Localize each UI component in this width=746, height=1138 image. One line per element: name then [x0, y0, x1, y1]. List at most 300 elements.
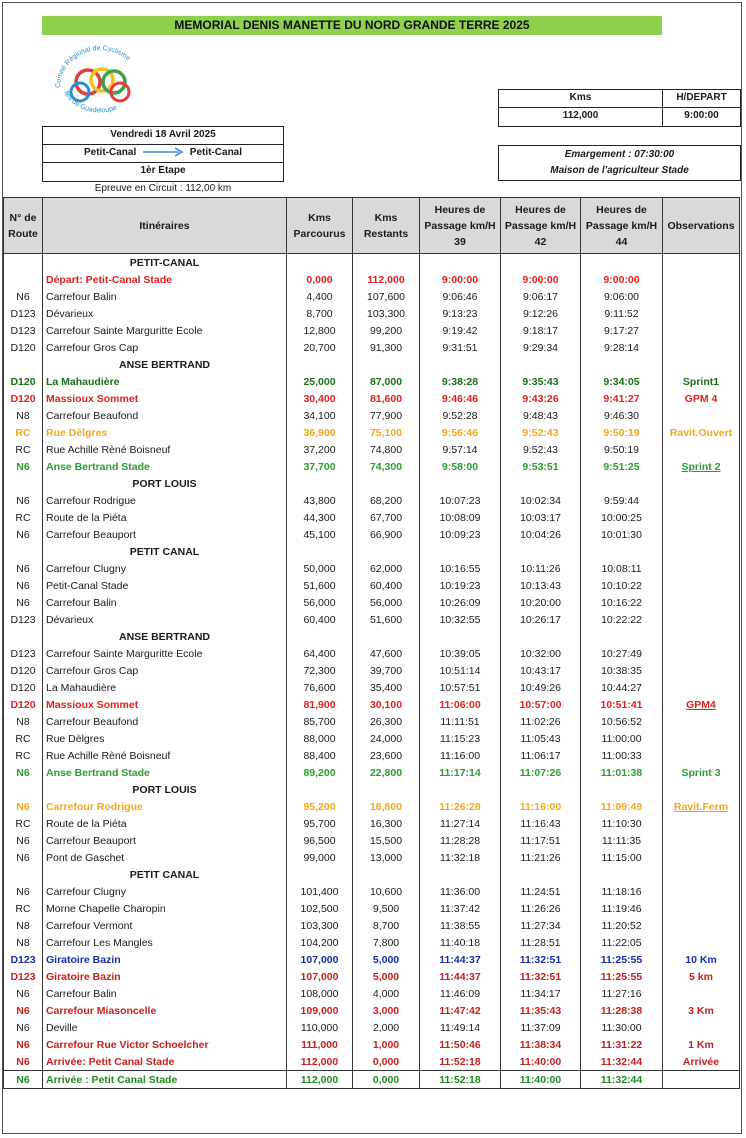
- itinerary-name: Carrefour Balin: [43, 594, 287, 611]
- kms-parcourus: 45,100: [287, 526, 353, 543]
- observation: Sprint 3: [663, 764, 740, 781]
- itinerary-name: La Mahaudière: [43, 373, 287, 390]
- time-44kmh: 10:56:52: [581, 713, 663, 730]
- time-44kmh: 9:50:19: [581, 441, 663, 458]
- kms-restants: 16,300: [353, 815, 420, 832]
- time-42kmh: 11:16:00: [501, 798, 581, 815]
- time-39kmh: 9:52:28: [420, 407, 501, 424]
- time-42kmh: 11:34:17: [501, 985, 581, 1002]
- time-42kmh: 11:24:51: [501, 883, 581, 900]
- time-42kmh: 11:32:51: [501, 968, 581, 985]
- empty-cell: [581, 866, 663, 883]
- table-row: [4, 645, 740, 662]
- empty-cell: [4, 628, 43, 645]
- time-44kmh: 11:25:55: [581, 951, 663, 968]
- itinerary-name: Morne Chapelle Charopin: [43, 900, 287, 917]
- time-42kmh: 10:04:26: [501, 526, 581, 543]
- kms-restants: 51,600: [353, 611, 420, 628]
- observation: [663, 747, 740, 764]
- time-39kmh: 9:58:00: [420, 458, 501, 475]
- empty-cell: [287, 475, 353, 492]
- observation-label: GPM4: [686, 698, 716, 711]
- route-code: RC: [4, 424, 43, 441]
- kms-parcourus: 51,600: [287, 577, 353, 594]
- time-44kmh: 9:00:00: [581, 271, 663, 288]
- time-39kmh: 11:36:00: [420, 883, 501, 900]
- kms-restants: 77,900: [353, 407, 420, 424]
- table-row: [4, 985, 740, 1002]
- empty-cell: [501, 254, 581, 272]
- observation: [663, 696, 740, 713]
- time-44kmh: 10:01:30: [581, 526, 663, 543]
- time-44kmh: 9:41:27: [581, 390, 663, 407]
- kms-parcourus: 44,300: [287, 509, 353, 526]
- table-row: [4, 730, 740, 747]
- kms-restants: 112,000: [353, 271, 420, 288]
- empty-cell: [4, 866, 43, 883]
- time-39kmh: 10:08:09: [420, 509, 501, 526]
- time-39kmh: 11:15:23: [420, 730, 501, 747]
- table-row: [4, 934, 740, 951]
- kms-parcourus: 0,000: [287, 271, 353, 288]
- empty-cell: [4, 254, 43, 272]
- section-row: [4, 356, 740, 373]
- table-row: [4, 611, 740, 628]
- route-to: Petit-Canal: [189, 147, 243, 158]
- observation: [663, 713, 740, 730]
- time-39kmh: 9:13:23: [420, 305, 501, 322]
- route-code: N6: [4, 288, 43, 305]
- table-row: [4, 798, 740, 815]
- time-39kmh: 10:57:51: [420, 679, 501, 696]
- time-39kmh: 9:31:51: [420, 339, 501, 356]
- route-code: D120: [4, 373, 43, 390]
- itinerary-name: Massioux Sommet: [43, 696, 287, 713]
- kms-parcourus: 37,700: [287, 458, 353, 475]
- col-heure-39: Heures de Passage km/H 39: [420, 198, 501, 254]
- kms-restants: 81,600: [353, 390, 420, 407]
- observation: [663, 849, 740, 866]
- kms-parcourus: 112,000: [287, 1053, 353, 1071]
- observation: GPM 4: [663, 390, 740, 407]
- kms-parcourus: 95,700: [287, 815, 353, 832]
- table-row: [4, 883, 740, 900]
- kms-parcourus: 37,200: [287, 441, 353, 458]
- route-code: N6: [4, 764, 43, 781]
- time-39kmh: 9:57:14: [420, 441, 501, 458]
- time-44kmh: 9:28:14: [581, 339, 663, 356]
- observation-label: Sprint 2: [681, 460, 721, 473]
- route-code: N6: [4, 832, 43, 849]
- observation: [663, 815, 740, 832]
- table-row: [4, 917, 740, 934]
- col-kms-restants: Kms Restants: [353, 198, 420, 254]
- kms-parcourus: 56,000: [287, 594, 353, 611]
- kms-parcourus: 102,500: [287, 900, 353, 917]
- route-code: RC: [4, 900, 43, 917]
- table-row: [4, 441, 740, 458]
- time-42kmh: 9:52:43: [501, 424, 581, 441]
- kms-parcourus: 64,400: [287, 645, 353, 662]
- time-42kmh: 11:32:51: [501, 951, 581, 968]
- empty-cell: [287, 781, 353, 798]
- time-39kmh: 11:44:37: [420, 968, 501, 985]
- route-code: N6: [4, 492, 43, 509]
- kms-parcourus: 30,400: [287, 390, 353, 407]
- observation: Ravit.Ouvert: [663, 424, 740, 441]
- itinerary-name: La Mahaudière: [43, 679, 287, 696]
- itinerary-name: Carrefour Rodrigue: [43, 492, 287, 509]
- route-code: N6: [4, 560, 43, 577]
- route-code: [4, 271, 43, 288]
- table-row: [4, 900, 740, 917]
- table-row: [4, 849, 740, 866]
- route-code: D120: [4, 339, 43, 356]
- emargement-place: Maison de l'agriculteur Stade: [550, 165, 689, 176]
- itinerary-name: Carrefour Rue Victor Schoelcher: [43, 1036, 287, 1053]
- route-code: N6: [4, 798, 43, 815]
- time-44kmh: 11:11:35: [581, 832, 663, 849]
- time-42kmh: 10:03:17: [501, 509, 581, 526]
- itinerary-name: Carrefour Beauport: [43, 832, 287, 849]
- itinerary-name: Rue Achille Rèné Boisneuf: [43, 441, 287, 458]
- stage-info-box: [42, 126, 284, 182]
- kms-parcourus: 72,300: [287, 662, 353, 679]
- observation: 3 Km: [663, 1002, 740, 1019]
- observation: [663, 560, 740, 577]
- empty-cell: [663, 781, 740, 798]
- empty-cell: [581, 356, 663, 373]
- empty-cell: [4, 475, 43, 492]
- observation: [663, 322, 740, 339]
- observation: [663, 1071, 740, 1089]
- time-44kmh: 9:11:52: [581, 305, 663, 322]
- kms-restants: 39,700: [353, 662, 420, 679]
- kms-restants: 5,000: [353, 968, 420, 985]
- kms-restants: 5,000: [353, 951, 420, 968]
- kms-restants: 87,000: [353, 373, 420, 390]
- time-44kmh: 11:18:16: [581, 883, 663, 900]
- col-heure-44: Heures de Passage km/H 44: [581, 198, 663, 254]
- time-44kmh: 10:08:11: [581, 560, 663, 577]
- time-39kmh: 10:39:05: [420, 645, 501, 662]
- observation: [663, 832, 740, 849]
- empty-cell: [353, 543, 420, 560]
- route-code: N6: [4, 985, 43, 1002]
- time-42kmh: 11:17:51: [501, 832, 581, 849]
- observation: [663, 509, 740, 526]
- observation: [663, 441, 740, 458]
- col-route: N° de Route: [4, 198, 43, 254]
- page-title: MEMORIAL DENIS MANETTE DU NORD GRANDE TERRE 2025: [42, 16, 662, 35]
- col-observations: Observations: [663, 198, 740, 254]
- kms-parcourus: 103,300: [287, 917, 353, 934]
- route-code: N6: [4, 1053, 43, 1071]
- kms-parcourus: 8,700: [287, 305, 353, 322]
- time-44kmh: 11:15:00: [581, 849, 663, 866]
- time-39kmh: 11:16:00: [420, 747, 501, 764]
- table-row: [4, 322, 740, 339]
- empty-cell: [4, 356, 43, 373]
- itinerary-name: Anse Bertrand Stade: [43, 764, 287, 781]
- route-code: D123: [4, 951, 43, 968]
- kms-restants: 1,000: [353, 1036, 420, 1053]
- kms-restants: 56,000: [353, 594, 420, 611]
- route-code: N6: [4, 1002, 43, 1019]
- kms-parcourus: 104,200: [287, 934, 353, 951]
- kms-restants: 66,900: [353, 526, 420, 543]
- time-42kmh: 9:18:17: [501, 322, 581, 339]
- kms-restants: 67,700: [353, 509, 420, 526]
- table-row: [4, 1071, 740, 1089]
- kms-parcourus: 85,700: [287, 713, 353, 730]
- route-code: D123: [4, 611, 43, 628]
- kms-restants: 9,500: [353, 900, 420, 917]
- time-42kmh: 10:20:00: [501, 594, 581, 611]
- empty-cell: [501, 475, 581, 492]
- itinerary-name: Dévarieux: [43, 305, 287, 322]
- itinerary-name: Rue Dèlgres: [43, 730, 287, 747]
- time-39kmh: 9:46:46: [420, 390, 501, 407]
- itinerary-name: Carrefour Miasoncelle: [43, 1002, 287, 1019]
- route-code: D120: [4, 679, 43, 696]
- table-row: [4, 458, 740, 475]
- observation: [663, 883, 740, 900]
- kms-restants: 24,000: [353, 730, 420, 747]
- empty-cell: [581, 543, 663, 560]
- kms-restants: 30,100: [353, 696, 420, 713]
- observation: [663, 407, 740, 424]
- time-44kmh: 11:25:55: [581, 968, 663, 985]
- time-44kmh: 10:22:22: [581, 611, 663, 628]
- route-code: N6: [4, 594, 43, 611]
- observation: [663, 934, 740, 951]
- itinerary-name: Carrefour Clugny: [43, 883, 287, 900]
- itinerary-name: Petit-Canal Stade: [43, 577, 287, 594]
- time-44kmh: 10:16:22: [581, 594, 663, 611]
- table-row: [4, 390, 740, 407]
- time-39kmh: 11:17:14: [420, 764, 501, 781]
- kms-restants: 7,800: [353, 934, 420, 951]
- kms-parcourus: 88,400: [287, 747, 353, 764]
- empty-cell: [353, 356, 420, 373]
- kms-parcourus: 4,400: [287, 288, 353, 305]
- itinerary-name: Route de la Piéta: [43, 815, 287, 832]
- kms-restants: 26,300: [353, 713, 420, 730]
- time-39kmh: 10:32:55: [420, 611, 501, 628]
- time-44kmh: 11:19:46: [581, 900, 663, 917]
- time-42kmh: 10:43:17: [501, 662, 581, 679]
- time-44kmh: 11:20:52: [581, 917, 663, 934]
- kms-parcourus: 60,400: [287, 611, 353, 628]
- itinerary-name: Dévarieux: [43, 611, 287, 628]
- section-label: PETIT-CANAL: [43, 254, 287, 272]
- time-39kmh: 11:11:51: [420, 713, 501, 730]
- emargement-time: Emargement : 07:30:00: [564, 149, 675, 160]
- time-42kmh: 10:32:00: [501, 645, 581, 662]
- observation: [663, 645, 740, 662]
- empty-cell: [663, 543, 740, 560]
- section-row: [4, 543, 740, 560]
- kms-restants: 4,000: [353, 985, 420, 1002]
- kms-parcourus: 108,000: [287, 985, 353, 1002]
- route-code: RC: [4, 509, 43, 526]
- empty-cell: [287, 866, 353, 883]
- time-39kmh: 11:37:42: [420, 900, 501, 917]
- observation: [663, 271, 740, 288]
- table-row: [4, 288, 740, 305]
- time-42kmh: 10:13:43: [501, 577, 581, 594]
- route-code: RC: [4, 441, 43, 458]
- table-row: [4, 424, 740, 441]
- table-row: [4, 305, 740, 322]
- kms-parcourus: 81,900: [287, 696, 353, 713]
- time-44kmh: 9:59:44: [581, 492, 663, 509]
- time-42kmh: 9:29:34: [501, 339, 581, 356]
- kms-restants: 74,800: [353, 441, 420, 458]
- route-code: N6: [4, 1071, 43, 1089]
- time-42kmh: 11:38:34: [501, 1036, 581, 1053]
- kms-parcourus: 109,000: [287, 1002, 353, 1019]
- time-39kmh: 10:16:55: [420, 560, 501, 577]
- route-from: Petit-Canal: [83, 147, 137, 158]
- time-39kmh: 11:38:55: [420, 917, 501, 934]
- itinerary-name: Route de la Piéta: [43, 509, 287, 526]
- time-39kmh: 9:38:28: [420, 373, 501, 390]
- observation: [663, 662, 740, 679]
- itinerary-table: [3, 197, 740, 1089]
- time-39kmh: 9:06:46: [420, 288, 501, 305]
- time-44kmh: 9:50:19: [581, 424, 663, 441]
- time-42kmh: 11:35:43: [501, 1002, 581, 1019]
- itinerary-name: Deville: [43, 1019, 287, 1036]
- time-44kmh: 11:32:44: [581, 1071, 663, 1089]
- time-42kmh: 11:06:17: [501, 747, 581, 764]
- kms-parcourus: 34,100: [287, 407, 353, 424]
- time-44kmh: 11:00:00: [581, 730, 663, 747]
- empty-cell: [353, 628, 420, 645]
- route-code: D120: [4, 390, 43, 407]
- kms-restants: 75,100: [353, 424, 420, 441]
- time-42kmh: 9:48:43: [501, 407, 581, 424]
- section-row: [4, 866, 740, 883]
- time-39kmh: 11:49:14: [420, 1019, 501, 1036]
- kms-value: 112,000: [499, 108, 663, 126]
- time-44kmh: 11:30:00: [581, 1019, 663, 1036]
- empty-cell: [420, 254, 501, 272]
- time-39kmh: 10:09:23: [420, 526, 501, 543]
- kms-restants: 22,800: [353, 764, 420, 781]
- time-39kmh: 11:28:28: [420, 832, 501, 849]
- time-44kmh: 11:22:05: [581, 934, 663, 951]
- time-44kmh: 11:31:22: [581, 1036, 663, 1053]
- itinerary-name: Carrefour Clugny: [43, 560, 287, 577]
- kms-restants: 23,600: [353, 747, 420, 764]
- route-code: N8: [4, 934, 43, 951]
- kms-parcourus: 101,400: [287, 883, 353, 900]
- itinerary-name: Anse Bertrand Stade: [43, 458, 287, 475]
- empty-cell: [581, 254, 663, 272]
- time-42kmh: 11:40:00: [501, 1071, 581, 1089]
- table-row: [4, 968, 740, 985]
- time-42kmh: 10:02:34: [501, 492, 581, 509]
- kms-restants: 13,000: [353, 849, 420, 866]
- arrow-right-icon: [141, 147, 185, 157]
- observation: [663, 458, 740, 475]
- observation: Sprint1: [663, 373, 740, 390]
- kms-restants: 2,000: [353, 1019, 420, 1036]
- kms-parcourus: 89,200: [287, 764, 353, 781]
- time-42kmh: 11:37:09: [501, 1019, 581, 1036]
- time-44kmh: 11:32:44: [581, 1053, 663, 1071]
- kms-parcourus: 107,000: [287, 968, 353, 985]
- time-42kmh: 11:40:00: [501, 1053, 581, 1071]
- emargement-box: [498, 145, 741, 181]
- route-line: [43, 145, 283, 163]
- itinerary-name: Carrefour Gros Cap: [43, 339, 287, 356]
- itinerary-name: Giratoire Bazin: [43, 951, 287, 968]
- section-label: PORT LOUIS: [43, 781, 287, 798]
- itinerary-name: Carrefour Les Mangles: [43, 934, 287, 951]
- route-code: N6: [4, 1019, 43, 1036]
- stage-label: 1èr Etape: [140, 165, 186, 176]
- table-row: [4, 832, 740, 849]
- kms-restants: 74,300: [353, 458, 420, 475]
- table-row: [4, 594, 740, 611]
- time-39kmh: 11:47:42: [420, 1002, 501, 1019]
- table-row: [4, 679, 740, 696]
- empty-cell: [4, 781, 43, 798]
- time-39kmh: 10:26:09: [420, 594, 501, 611]
- route-code: N6: [4, 883, 43, 900]
- section-label: PORT LOUIS: [43, 475, 287, 492]
- observation: [663, 526, 740, 543]
- route-code: D123: [4, 645, 43, 662]
- time-42kmh: 10:49:26: [501, 679, 581, 696]
- itinerary-name: Carrefour Sainte Marguritte Ecole: [43, 322, 287, 339]
- observation: [663, 900, 740, 917]
- empty-cell: [501, 781, 581, 798]
- itinerary-name: Carrefour Sainte Marguritte Ecole: [43, 645, 287, 662]
- table-row: [4, 492, 740, 509]
- itinerary-name: Carrefour Balin: [43, 288, 287, 305]
- depart-value: 9:00:00: [684, 110, 719, 121]
- kms-restants: 0,000: [353, 1071, 420, 1089]
- empty-cell: [581, 475, 663, 492]
- col-heure-42: Heures de Passage km/H 42: [501, 198, 581, 254]
- observation: [663, 798, 740, 815]
- empty-cell: [663, 475, 740, 492]
- table-header: [4, 198, 740, 254]
- kms-restants: 15,500: [353, 832, 420, 849]
- empty-cell: [420, 866, 501, 883]
- kms-restants: 103,300: [353, 305, 420, 322]
- observation: [663, 492, 740, 509]
- itinerary-name: Carrefour Vermont: [43, 917, 287, 934]
- table-row: [4, 509, 740, 526]
- time-44kmh: 11:28:38: [581, 1002, 663, 1019]
- kms-restants: 62,000: [353, 560, 420, 577]
- itinerary-name: Carrefour Beaufond: [43, 713, 287, 730]
- itinerary-name: Carrefour Beaufond: [43, 407, 287, 424]
- logo-text-bottom: Iles de Guadeloupe: [62, 89, 118, 115]
- time-44kmh: 9:17:27: [581, 322, 663, 339]
- time-42kmh: 10:11:26: [501, 560, 581, 577]
- kms-parcourus: 107,000: [287, 951, 353, 968]
- observation: 10 Km: [663, 951, 740, 968]
- time-39kmh: 11:52:18: [420, 1053, 501, 1071]
- time-42kmh: 11:02:26: [501, 713, 581, 730]
